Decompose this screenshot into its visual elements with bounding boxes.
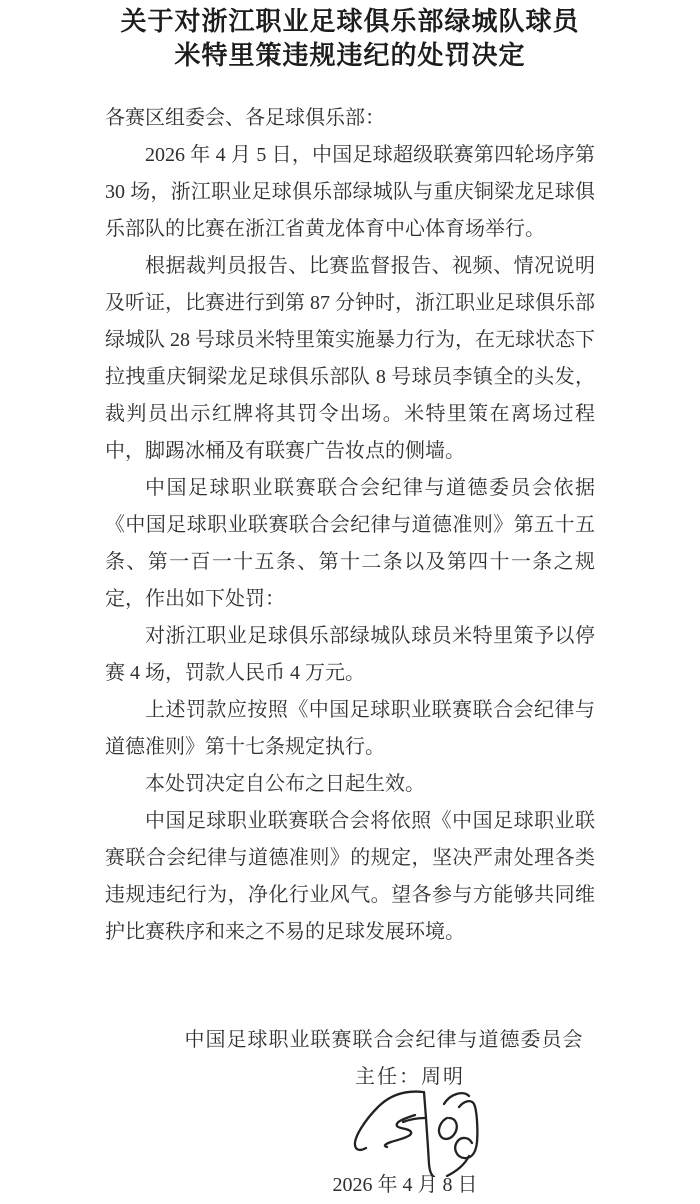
body-paragraph: 对浙江职业足球俱乐部绿城队球员米特里策予以停赛 4 场，罚款人民币 4 万元。 xyxy=(105,625,595,684)
body-paragraph: 根据裁判员报告、比赛监督报告、视频、情况说明及听证，比赛进行到第 87 分钟时，浙江职业足球俱乐部绿城队 28 号球员米特里策实施暴力行为，在无球状态下拉拽重庆铜梁龙足球俱乐部队 8 号球员李镇全的头发，裁判员出示红牌将其罚令出场。米特里策在离场过程中，脚踢冰桶及有联赛广告妆点的侧墙。 xyxy=(105,255,595,462)
body-paragraph: 中国足球职业联赛联合会纪律与道德委员会依据《中国足球职业联赛联合会纪律与道德准则》第五十五条、第一百一十五条、第十二条以及第四十一条之规定，作出如下处罚： xyxy=(105,477,595,610)
document-title-line1: 关于对浙江职业足球俱乐部绿城队球员 xyxy=(120,7,580,36)
body-paragraph: 中国足球职业联赛联合会将依照《中国足球职业联赛联合会纪律与道德准则》的规定，坚决严肃处理各类违规违纪行为，净化行业风气。望各参与方能够共同维护比赛秩序和来之不易的足球发展环境。 xyxy=(105,810,595,943)
body-paragraph: 本处罚决定自公布之日起生效。 xyxy=(145,773,425,795)
handwritten-signature-icon xyxy=(345,1082,495,1177)
salutation-line: 各赛区组委会、各足球俱乐部： xyxy=(105,107,385,129)
signer-title-line: 主任：周明 xyxy=(355,1066,465,1088)
document-title-line2: 米特里策违规违纪的处罚决定 xyxy=(174,41,526,70)
document-body xyxy=(105,100,595,951)
issuing-committee-line: 中国足球职业联赛联合会纪律与道德委员会 xyxy=(184,1029,584,1051)
body-paragraph: 2026 年 4 月 5 日，中国足球超级联赛第四轮场序第 30 场，浙江职业足球俱乐部绿城队与重庆铜梁龙足球俱乐部队的比赛在浙江省黄龙体育中心体育场举行。 xyxy=(105,144,595,240)
body-paragraph: 上述罚款应按照《中国足球职业联赛联合会纪律与道德准则》第十七条规定执行。 xyxy=(105,699,595,758)
document-title xyxy=(0,0,700,73)
paragraph-list xyxy=(105,137,595,951)
document-date: 2026 年 4 月 8 日 xyxy=(332,1174,478,1196)
